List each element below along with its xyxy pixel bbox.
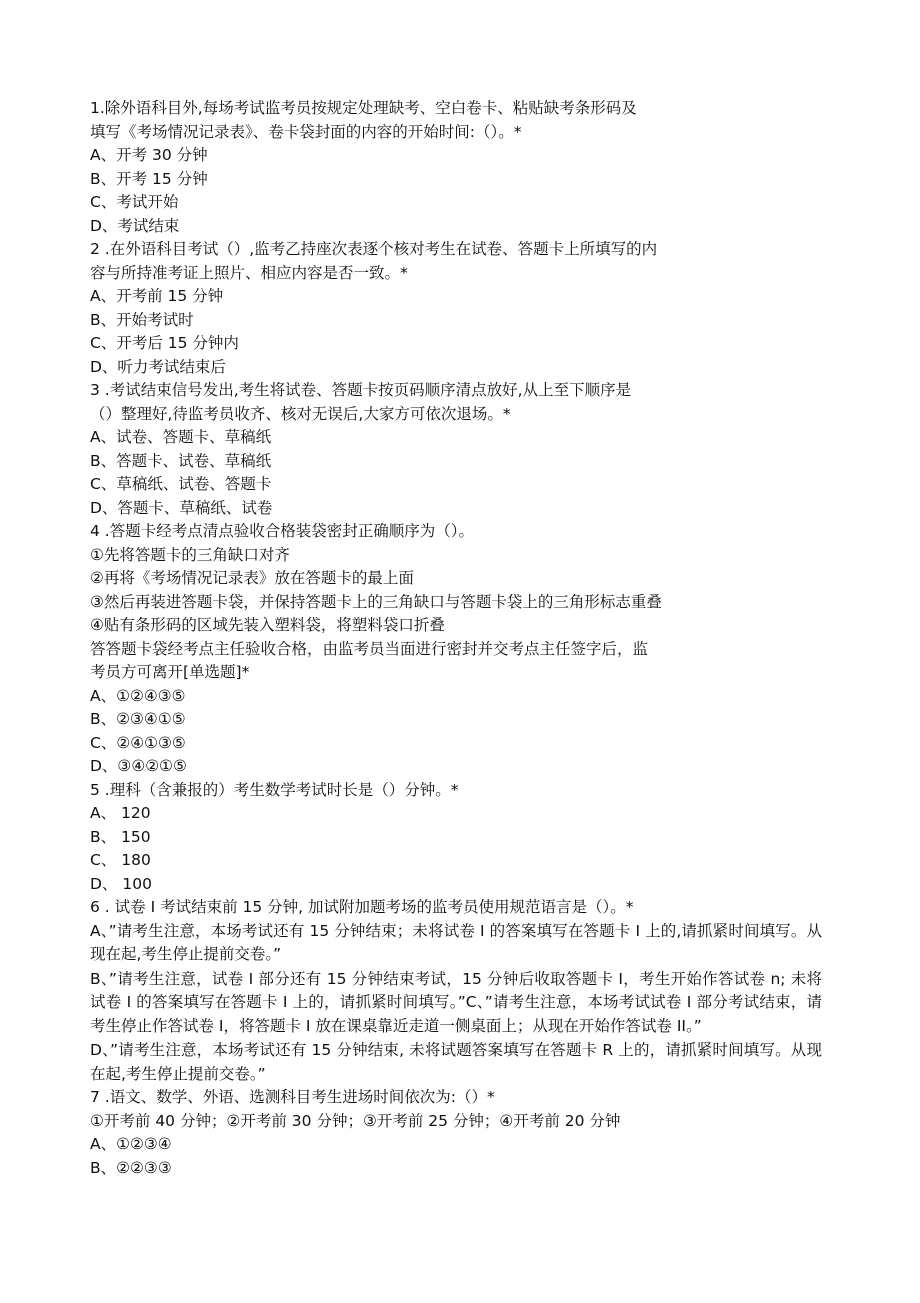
question-4-step-2: ②再将《考场情况记录表》放在答题卡的最上面 xyxy=(90,569,414,587)
question-4-option-b: B、②③④①⑤ xyxy=(90,710,186,728)
question-6-option-d: D、”请考生注意，本场考试还有 15 分钟结束, 未将试题答案填写在答题卡 R 上的，请抓紧时间填写。从现在起,考生停止提前交卷。” xyxy=(90,1041,822,1083)
question-2 xyxy=(90,238,822,379)
question-4-option-a: A、①②④③⑤ xyxy=(90,686,186,705)
question-4-option-d: D、③④②①⑤ xyxy=(90,757,187,775)
question-2-option-d: D、听力考试结束后 xyxy=(90,357,226,376)
question-1-option-b: B、开考 15 分钟 xyxy=(90,169,208,188)
question-3-option-c: C、草稿纸、试卷、答题卡 xyxy=(90,475,272,493)
question-6-stem: 6 . 试卷 I 考试结束前 15 分钟, 加试附加题考场的监考员使用规范语言是（）。* xyxy=(90,898,634,916)
question-6-option-b-c: B、”请考生注意，试卷 I 部分还有 15 分钟结束考试，15 分钟后收取答题卡 I，考生开始作答试卷 n; 未将试卷 I 的答案填写在答题卡 I 上的，请抓紧时间填写。”C、”请考生注意，本场考试试卷 I 部分考试结束，请考生停止作答试卷 I，将答题卡 I 放在课桌靠近走道一侧桌面上；从现在开始作答试卷 II。” xyxy=(90,969,822,1035)
question-4-stem-line-1: 4 .答题卡经考点清点验收合格装袋密封正确顺序为（）。 xyxy=(90,522,474,540)
question-5-option-b: B、 150 xyxy=(90,827,151,846)
question-3 xyxy=(90,379,822,520)
question-7-option-b: B、②②③③ xyxy=(90,1158,172,1177)
question-5-option-a: A、 120 xyxy=(90,804,151,822)
question-1-stem-line-1: 1.除外语科目外,每场考试监考员按规定处理缺考、空白卷卡、粘贴缺考条形码及 xyxy=(90,99,637,117)
question-3-stem-line-1: 3 .考试结束信号发出,考生将试卷、答题卡按页码顺序清点放好,从上至下顺序是 xyxy=(90,381,632,399)
question-2-option-a: A、开考前 15 分钟 xyxy=(90,287,224,305)
question-1-option-d: D、考试结束 xyxy=(90,216,180,235)
question-5-option-d: D、 100 xyxy=(90,874,152,893)
question-3-option-d: D、答题卡、草稿纸、试卷 xyxy=(90,498,273,517)
question-4 xyxy=(90,520,822,779)
question-3-option-a: A、试卷、答题卡、草稿纸 xyxy=(90,428,272,446)
question-5-stem: 5 .理科（含兼报的）考生数学考试时长是（）分钟。* xyxy=(90,780,459,799)
question-1-option-c: C、考试开始 xyxy=(90,193,179,211)
question-4-step-1: ①先将答题卡的三角缺口对齐 xyxy=(90,545,290,564)
question-2-option-c: C、开考后 15 分钟内 xyxy=(90,334,239,352)
question-4-step-5-line-2: 考员方可离开[单选题]* xyxy=(90,663,250,681)
question-5-option-c: C、 180 xyxy=(90,851,151,869)
question-4-step-3: ③然后再装进答题卡袋，并保持答题卡上的三角缺口与答题卡袋上的三角形标志重叠 xyxy=(90,592,662,611)
question-6-option-a: A、”请考生注意，本场考试还有 15 分钟结束；未将试卷 I 的答案填写在答题卡 I 上的,请抓紧时间填写。从现在起,考生停止提前交卷。” xyxy=(90,921,822,963)
question-4-step-5-line-1: 答答题卡袋经考点主任验收合格，由监考员当面进行密封并交考点主任签字后，监 xyxy=(90,639,649,658)
question-1 xyxy=(90,97,822,238)
question-7-stem: 7 .语文、数学、外语、选测科目考生进场时间依次为:（）* xyxy=(90,1088,495,1106)
question-1-stem-line-2: 填写《考场情况记录表》、卷卡袋封面的内容的开始时间:（）。* xyxy=(90,122,522,141)
question-3-option-b: B、答题卡、试卷、草稿纸 xyxy=(90,451,272,470)
question-4-option-c: C、②④①③⑤ xyxy=(90,733,186,752)
question-7-option-a: A、①②③④ xyxy=(90,1135,172,1153)
question-2-stem-line-1: 2 .在外语科目考试（）,监考乙持座次表逐个核对考生在试卷、答题卡上所填写的内 xyxy=(90,240,658,258)
question-7 xyxy=(90,1086,822,1180)
question-4-step-4: ④贴有条形码的区域先装入塑料袋，将塑料袋口折叠 xyxy=(90,616,445,634)
question-5 xyxy=(90,779,822,897)
document-page xyxy=(90,97,822,1180)
question-3-stem-line-2: （）整理好,待监考员收齐、核对无误后,大家方可依次退场。* xyxy=(90,404,511,423)
question-2-option-b: B、开始考试时 xyxy=(90,310,194,329)
question-1-option-a: A、开考 30 分钟 xyxy=(90,146,208,164)
question-2-stem-line-2: 容与所持准考证上照片、相应内容是否一致。* xyxy=(90,263,408,282)
question-6 xyxy=(90,896,822,1086)
question-7-choices: ①开考前 40 分钟；②开考前 30 分钟；③开考前 25 分钟；④开考前 20 分钟 xyxy=(90,1111,621,1130)
